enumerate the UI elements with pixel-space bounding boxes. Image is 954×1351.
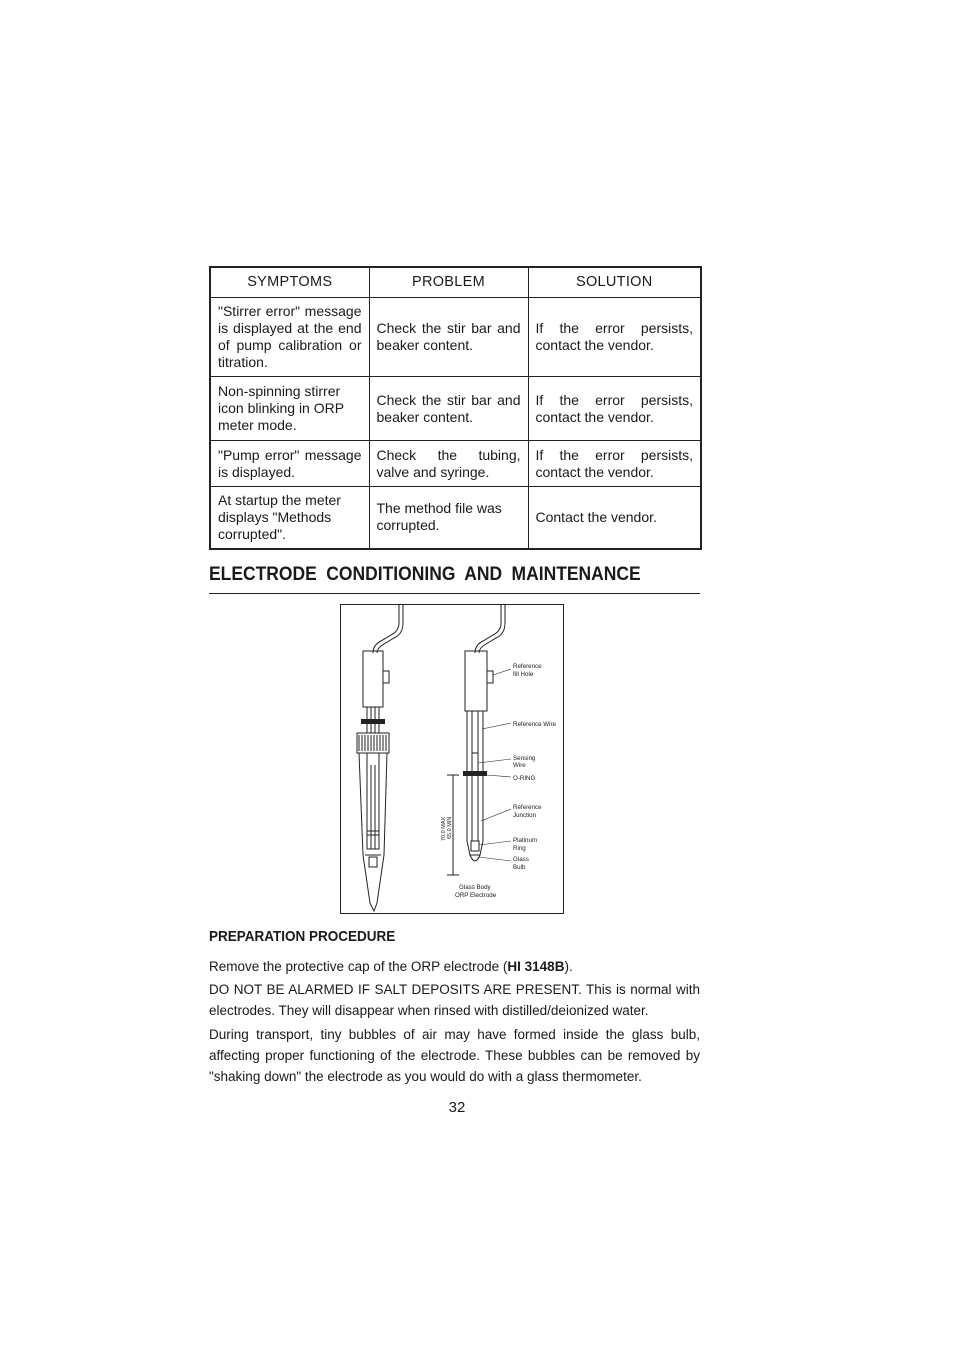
label-sensing-wire-2: Wire	[513, 762, 526, 769]
symptom-cell: At startup the meter displays "Methods corrupted".	[210, 487, 369, 549]
symptom-cell: "Pump error" message is displayed.	[210, 441, 369, 487]
preparation-paragraph-1	[209, 956, 700, 977]
table-row	[210, 298, 701, 377]
section-divider	[209, 593, 700, 594]
preparation-title: PREPARATION PROCEDURE	[209, 928, 396, 945]
page-number	[0, 1099, 954, 1116]
problem-cell: Check the tubing, valve and syringe.	[369, 441, 528, 487]
label-sensing-wire: Sensing	[513, 755, 536, 762]
label-reference-wire: Reference Wire	[513, 721, 556, 728]
electrode-drawing	[341, 605, 563, 913]
header-symptoms: SYMPTOMS	[210, 267, 369, 298]
preparation-paragraph-2: DO NOT BE ALARMED IF SALT DEPOSITS ARE PRESENT. This is normal with electrodes. They will disappear when rinsed with distilled/deionized water.	[209, 982, 700, 1018]
label-platinum-ring-2: Ring	[513, 845, 526, 852]
caption-glass-body: Glass Body	[459, 884, 491, 891]
table-row	[210, 487, 701, 549]
p1-text: Remove the protective cap of the ORP electrode (	[209, 959, 508, 974]
solution-cell: Contact the vendor.	[528, 487, 701, 549]
right-electrode-body	[447, 605, 505, 875]
section-title: ELECTRODE CONDITIONING AND MAINTENANCE	[209, 564, 641, 585]
caption-orp-electrode: ORP Electrode	[455, 892, 497, 899]
troubleshooting-table	[209, 266, 702, 550]
label-glass-bulb: Glass	[513, 856, 529, 863]
solution-cell: If the error persists, contact the vendor.	[528, 377, 701, 441]
right-electrode-o-ring	[463, 771, 487, 776]
label-reference-junction: Reference	[513, 804, 542, 811]
table-row	[210, 377, 701, 441]
solution-cell: If the error persists, contact the vendor.	[528, 441, 701, 487]
table-row	[210, 441, 701, 487]
problem-cell: Check the stir bar and beaker content.	[369, 377, 528, 441]
table-header-row	[210, 267, 701, 298]
label-reference-fill-hole: Reference	[513, 663, 542, 670]
p1-text-end: ).	[564, 959, 573, 974]
label-dim-min: 65.0 MIN	[447, 816, 453, 839]
page-number-text: 32	[448, 1099, 466, 1116]
header-solution: SOLUTION	[528, 267, 701, 298]
left-electrode-details	[359, 719, 386, 751]
label-platinum-ring: Platinum	[513, 837, 538, 844]
header-problem: PROBLEM	[369, 267, 528, 298]
problem-cell: The method file was corrupted.	[369, 487, 528, 549]
diagram-labels	[441, 663, 557, 899]
label-dim-max: 70.0 MAX	[441, 816, 447, 841]
orp-electrode-diagram	[340, 604, 564, 914]
left-electrode-body	[357, 605, 403, 911]
product-code: HI 3148B	[507, 959, 565, 974]
preparation-paragraph-3: During transport, tiny bubbles of air may have formed inside the glass bulb, affecting proper functioning of the electrode. These bubbles can be removed by "shaking down" the electrode as you would do with a glass thermometer.	[209, 1027, 700, 1084]
symptom-cell: "Stirrer error" message is displayed at the end of pump calibration or titration.	[210, 298, 369, 377]
label-o-ring: O-RING	[513, 775, 536, 782]
label-glass-bulb-2: Bulb	[513, 864, 526, 871]
label-reference-junction-2: Junction	[513, 812, 537, 819]
solution-cell: If the error persists, contact the vendor.	[528, 298, 701, 377]
label-reference-fill-hole-2: fill Hole	[513, 671, 534, 678]
symptom-cell: Non-spinning stirrer icon blinking in ORP meter mode.	[210, 377, 369, 441]
problem-cell: Check the stir bar and beaker content.	[369, 298, 528, 377]
